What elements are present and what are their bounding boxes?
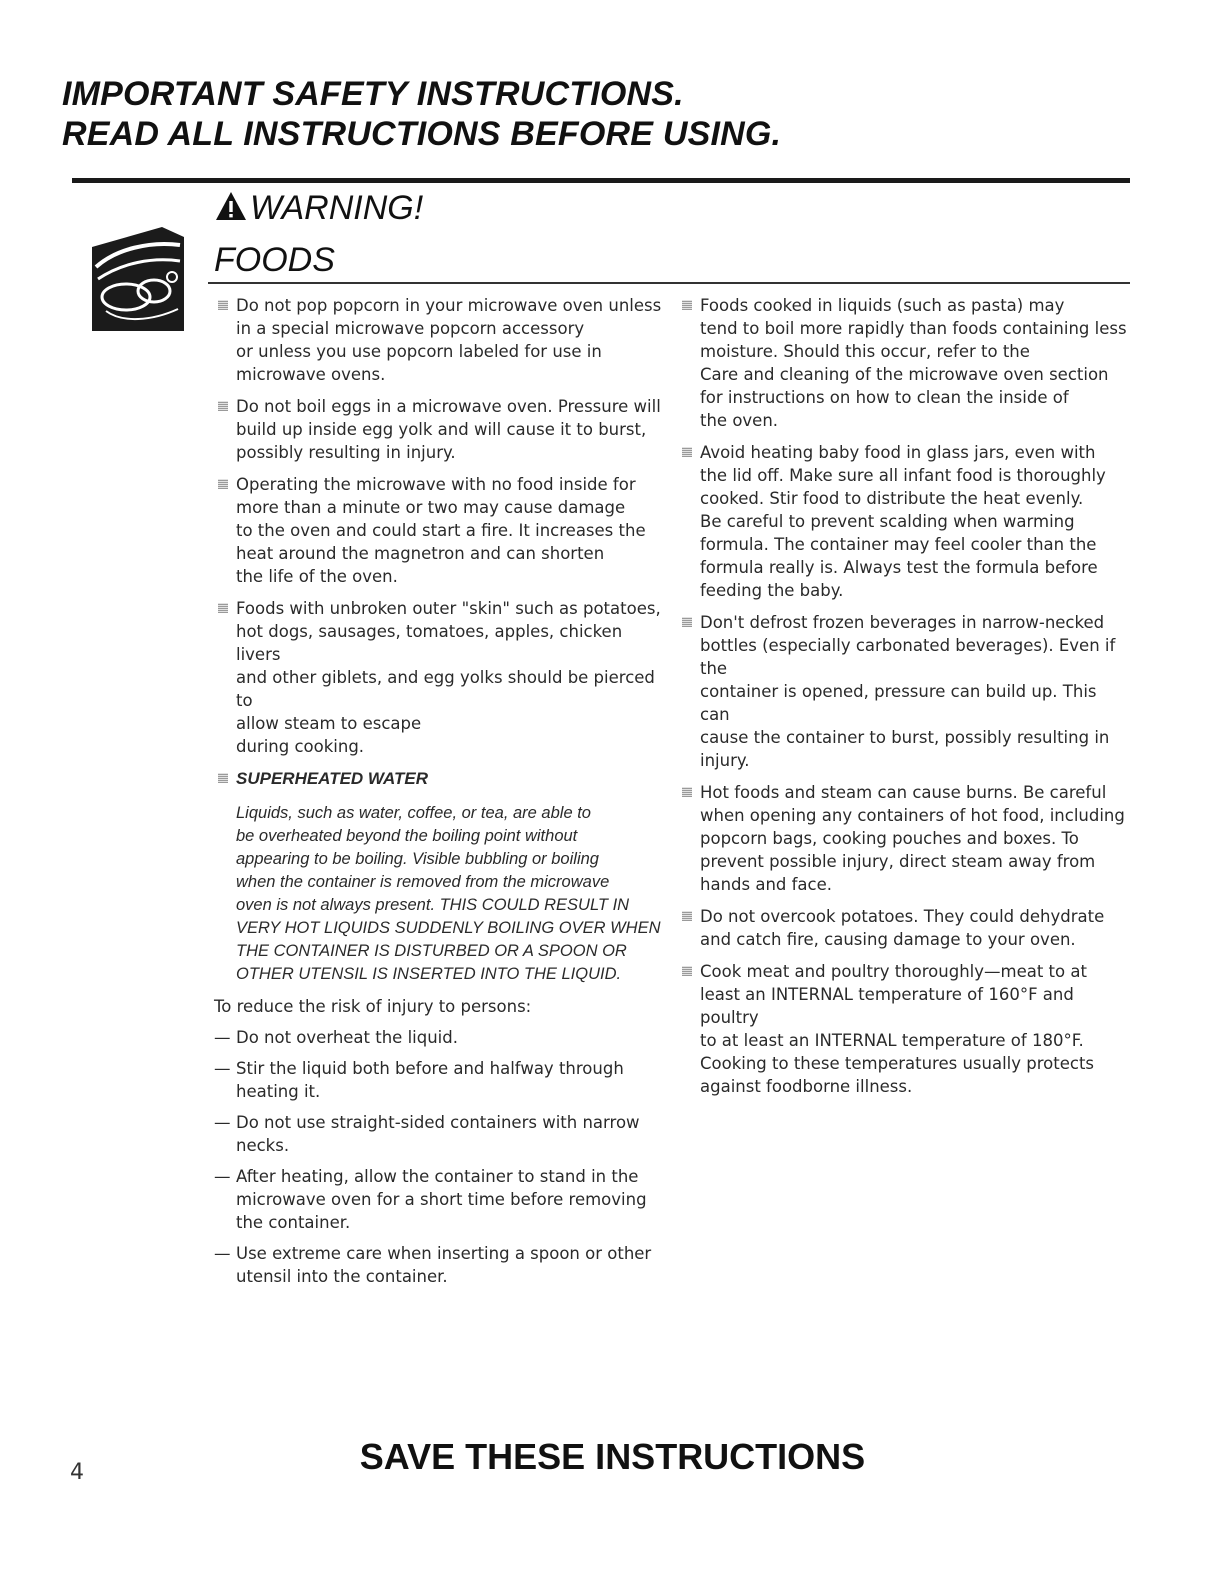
dash-item: — Do not overheat the liquid. — [214, 1026, 664, 1049]
bullet-text: Cook meat and poultry thoroughly—meat to at least an INTERNAL temperature of 160°F and poultry to at least an INTERNAL temperature of 180°F. Cooking to these temperatures usually protects against foodborne illness. — [700, 962, 1095, 1096]
bullet-square-icon — [218, 300, 228, 310]
bullet-square-icon — [682, 300, 692, 310]
bullet-text: Operating the microwave with no food inside for more than a minute or two may cause damage to the oven and could start a fire. It increases the heat around the magnetron and can shorten the life of the oven. — [236, 475, 646, 586]
bullet-square-icon — [682, 966, 692, 976]
bullet-square-icon — [682, 911, 692, 921]
right-column — [678, 294, 1130, 1107]
bullet-item — [678, 294, 1130, 432]
bullet-text: Don't defrost frozen beverages in narrow-necked bottles (especially carbonated beverages). Even if the container is opened, pressure can build up. This can cause the container to burst, possibly resulting in injury. — [700, 613, 1116, 770]
bullet-square-icon — [682, 617, 692, 627]
dash-text: Do not overheat the liquid. — [236, 1028, 458, 1047]
page-number: 4 — [70, 1460, 84, 1485]
bullet-text: Foods cooked in liquids (such as pasta) may tend to boil more rapidly than foods containing less moisture. Should this occur, refer to the Care and cleaning of the microwave oven section for instructions on how to clean the inside of the oven. — [700, 296, 1127, 430]
dash-text: After heating, allow the container to stand in the microwave oven for a short time before removing the container. — [236, 1167, 647, 1232]
warning-heading — [214, 186, 423, 230]
bullet-square-icon — [218, 603, 228, 613]
section-title: FOODS — [214, 241, 335, 279]
bullet-square-icon — [218, 401, 228, 411]
superheated-heading — [214, 767, 664, 790]
superheated-heading-text: SUPERHEATED WATER — [236, 769, 429, 788]
bullet-text: Hot foods and steam can cause burns. Be careful when opening any containers of hot food, including popcorn bags, cooking pouches and boxes. To prevent possible injury, direct steam away from hands and face. — [700, 783, 1125, 894]
bullet-text: Foods with unbroken outer "skin" such as potatoes, hot dogs, sausages, tomatoes, apples, chicken livers and other giblets, and egg yolks should be pierced to allow steam to escape during cooking. — [236, 599, 661, 756]
bullet-item — [214, 473, 664, 588]
dash-item: — Use extreme care when inserting a spoon or other utensil into the container. — [214, 1242, 664, 1288]
dash-item: — Stir the liquid both before and halfway through heating it. — [214, 1057, 664, 1103]
bullet-square-icon — [682, 447, 692, 457]
header-line-1: IMPORTANT SAFETY INSTRUCTIONS. — [62, 75, 684, 113]
section-divider — [208, 282, 1130, 284]
bullet-square-icon — [218, 773, 228, 783]
bullet-item — [214, 395, 664, 464]
bullet-item — [678, 441, 1130, 602]
dash-item: — Do not use straight-sided containers with narrow necks. — [214, 1111, 664, 1157]
bullet-text: Do not pop popcorn in your microwave oven unless in a special microwave popcorn accessory or unless you use popcorn labeled for use in microwave ovens. — [236, 296, 662, 384]
bullet-item — [678, 781, 1130, 896]
bullet-text: Do not overcook potatoes. They could dehydrate and catch fire, causing damage to your oven. — [700, 907, 1105, 949]
warning-triangle-icon — [214, 190, 248, 222]
left-column — [214, 294, 664, 1296]
bullet-square-icon — [682, 787, 692, 797]
bullet-item — [214, 294, 664, 386]
warning-label: WARNING! — [250, 189, 424, 227]
dash-item: — After heating, allow the container to stand in the microwave oven for a short time before removing the container. — [214, 1165, 664, 1234]
superheated-warning-text: Liquids, such as water, coffee, or tea, are able to be overheated beyond the boiling point without appearing to be boiling. Visible bubbling or boiling when the container is removed from the microwave oven is not always present. THIS COULD RESULT IN VERY HOT LIQUIDS SUDDENLY BOILING OVER WHEN THE CONTAINER IS DISTURBED OR A SPOON OR OTHER UTENSIL IS INSERTED INTO THE LIQUID. — [236, 804, 661, 983]
header-divider — [72, 178, 1130, 183]
bullet-item — [678, 960, 1130, 1098]
bullet-item — [214, 597, 664, 758]
page-header — [62, 74, 1130, 154]
bullet-text: Do not boil eggs in a microwave oven. Pressure will build up inside egg yolk and will cause it to burst, possibly resulting in injury. — [236, 397, 661, 462]
bullet-text: Avoid heating baby food in glass jars, even with the lid off. Make sure all infant food is thoroughly cooked. Stir food to distribute the heat evenly. Be careful to prevent scalding when warming formula. The container may feel cooler than the formula really is. Always test the formula before feeding the baby. — [700, 443, 1106, 600]
dash-text: Stir the liquid both before and halfway through heating it. — [236, 1059, 624, 1101]
bullet-item — [678, 611, 1130, 772]
food-icon — [92, 225, 184, 331]
dash-text: Use extreme care when inserting a spoon or other utensil into the container. — [236, 1244, 652, 1286]
footer-title: SAVE THESE INSTRUCTIONS — [359, 1436, 866, 1477]
header-line-2: READ ALL INSTRUCTIONS BEFORE USING. — [62, 115, 782, 153]
bullet-square-icon — [218, 479, 228, 489]
reduce-risk-text: To reduce the risk of injury to persons: — [214, 997, 532, 1016]
dash-text: Do not use straight-sided containers with narrow necks. — [236, 1113, 640, 1155]
bullet-item — [678, 905, 1130, 951]
